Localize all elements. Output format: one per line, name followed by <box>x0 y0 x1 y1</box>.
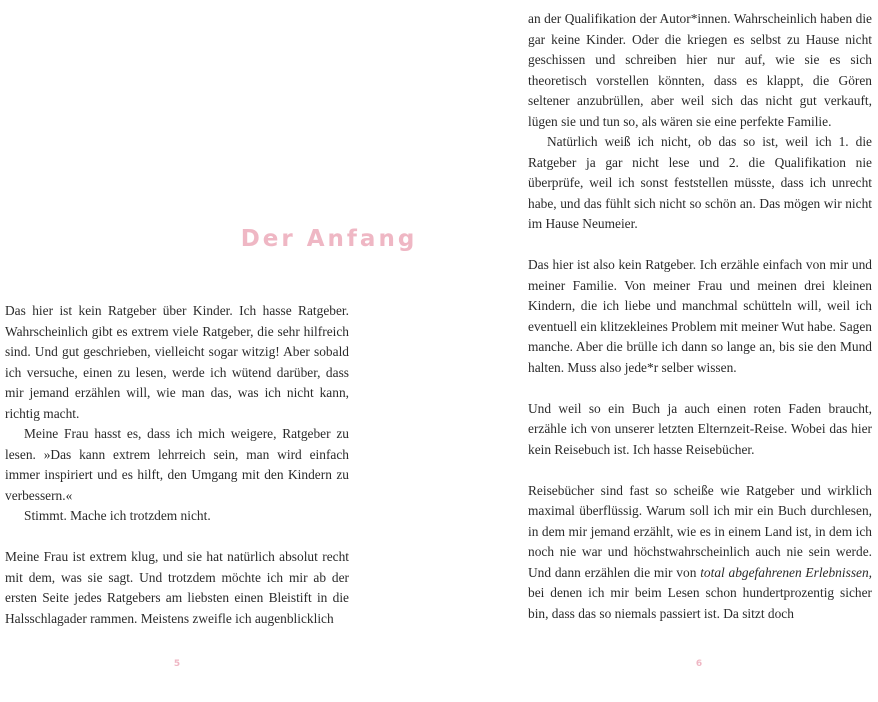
italic-phrase: total abgefahrenen Erlebnissen, <box>700 564 873 580</box>
paragraph-text: Reisebücher sind fast so scheiße wie Ratgeber und wirklich maximal überflüssig. Warum soll ich mir ein Buch durchlesen, in dem mir jemand erzählt, wie es in einem Land ist, in dem ich noch nie war und höchstwahrscheinlich auch nie sein werde. Und dann erzählen die mir von <box>528 482 872 580</box>
right-page-text <box>528 9 872 624</box>
paragraph: Und weil so ein Buch ja auch einen roten Faden braucht, erzähle ich von unserer letzten Elternzeit-Reise. Wobei das hier kein Reisebuch ist. Ich hasse Reisebücher. <box>528 400 872 457</box>
chapter-title: Der Anfang <box>240 226 418 252</box>
paragraph: Das hier ist kein Ratgeber über Kinder. Ich hasse Ratgeber. Wahrscheinlich gibt es extrem viele Ratgeber, die sehr hilfreich sind. Und gut geschrieben, vielleicht sogar witzig! Aber sobald ich versuche, einen zu lesen, werde ich wütend darüber, dass mir jemand erzählen will, wie man das, was ich nicht kann, richtig macht. <box>5 303 349 421</box>
paragraph <box>528 481 872 625</box>
paragraph: Natürlich weiß ich nicht, ob das so ist, weil ich 1. die Ratgeber ja gar nicht lese und 2. die Qualifikation nie überprüfe, weil ich sonst feststellen müsste, dass ich unrecht habe, und das fühlt sich nicht so schön an. Das mögen wir nicht im Hause Neumeier. <box>528 134 872 231</box>
left-page-text <box>5 301 349 629</box>
paragraph: Meine Frau ist extrem klug, und sie hat natürlich absolut recht mit dem, was sie sagt. Und trotzdem möchte ich mir ab der ersten Seite jedes Ratgebers am liebsten einen Bleistift in die Halsschlagader rammen. Meistens zweifle ich augenblicklich <box>5 549 349 626</box>
paragraph: an der Qualifikation der Autor*innen. Wahrscheinlich haben die gar keine Kinder. Oder die kriegen es selbst zu Hause nicht geschissen und schreiben hier nur auf, wie sie es sich theoretisch vorstellen könnten, dass es klappt, die Gören seltener anzubrüllen, aber weil sich das nicht gut verkauft, lügen sie und tun so, als wären sie eine perfekte Familie. <box>528 11 872 129</box>
right-page <box>439 0 878 702</box>
paragraph: Das hier ist also kein Ratgeber. Ich erzähle einfach von mir und meiner Familie. Von meiner Frau und meinen drei kleinen Kindern, die ich liebe und manchmal schütteln will, weil ich eventuell ein klitzekleines Problem mit meiner Wut habe. Sagen manche. Aber die brülle ich dann so lange an, bis sie den Mund halten. Muss also jede*r selber wissen. <box>528 257 872 375</box>
page-number-left: 5 <box>173 659 181 669</box>
paragraph: Stimmt. Mache ich trotzdem nicht. <box>24 508 211 523</box>
page-number-right: 6 <box>695 659 703 669</box>
paragraph-text: bei denen ich mir beim Lesen schon hundertprozentig sicher bin, dass das so niemals passiert ist. Da sitzt doch <box>528 585 872 621</box>
paragraph: Meine Frau hasst es, dass ich mich weigere, Ratgeber zu lesen. »Das kann extrem lehrreich sein, man wird einfach immer inspiriert und es hilft, den Umgang mit den Kindern zu verbessern.« <box>5 426 349 503</box>
